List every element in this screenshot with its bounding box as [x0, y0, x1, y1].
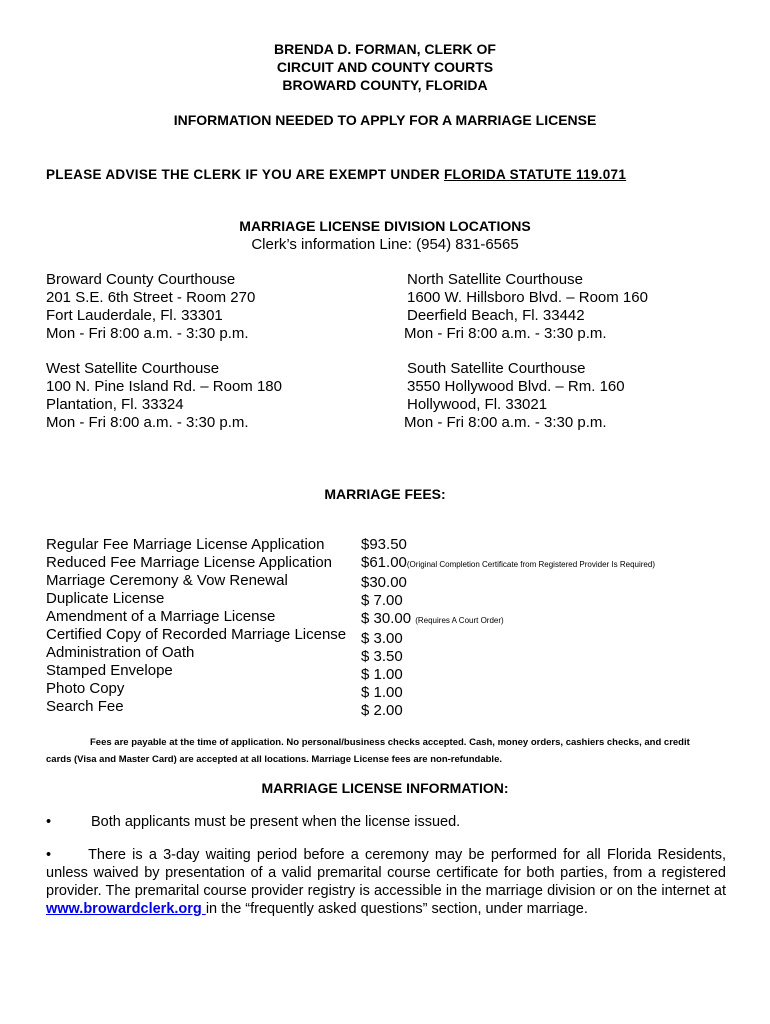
bullet-text-tail: in the “frequently asked questions” section, under marriage. — [205, 901, 588, 917]
fee-label: Marriage Ceremony & Vow Renewal — [46, 572, 288, 589]
location-hours: Mon - Fri 8:00 a.m. - 3:30 p.m. — [404, 325, 607, 342]
location-hours: Mon - Fri 8:00 a.m. - 3:30 p.m. — [46, 325, 249, 342]
info-bullet-2 — [46, 846, 726, 918]
fee-amount: $93.50 — [361, 536, 407, 553]
location-address: 1600 W. Hillsboro Blvd. – Room 160 — [407, 289, 648, 306]
fee-amounts — [361, 536, 655, 720]
fee-amount-row — [361, 574, 655, 592]
location-hours: Mon - Fri 8:00 a.m. - 3:30 p.m. — [46, 414, 249, 431]
fee-amount: $ 3.00 — [361, 630, 403, 647]
location-broward — [46, 271, 255, 343]
location-city: Fort Lauderdale, Fl. 33301 — [46, 307, 223, 324]
fee-amount-row — [361, 630, 655, 648]
fee-label: Photo Copy — [46, 680, 125, 697]
statute-reference: FLORIDA STATUTE 119.071 — [443, 167, 627, 182]
location-city: Plantation, Fl. 33324 — [46, 396, 184, 413]
fees-title: MARRIAGE FEES: — [324, 486, 446, 502]
header-line-2: CIRCUIT AND COUNTY COURTS — [276, 59, 494, 75]
location-address: 3550 Hollywood Blvd. – Rm. 160 — [407, 378, 625, 395]
location-city: Hollywood, Fl. 33021 — [407, 396, 548, 413]
location-name: Broward County Courthouse — [46, 271, 236, 288]
location-city: Deerfield Beach, Fl. 33442 — [407, 307, 585, 324]
location-address: 100 N. Pine Island Rd. – Room 180 — [46, 378, 282, 395]
location-name: North Satellite Courthouse — [407, 271, 583, 288]
locations-title: MARRIAGE LICENSE DIVISION LOCATIONS — [239, 218, 531, 234]
fee-label: Amendment of a Marriage License — [46, 608, 276, 625]
fee-amount: $ 3.50 — [361, 648, 403, 665]
fee-labels — [46, 536, 346, 716]
fee-amount-row — [361, 702, 655, 720]
bullet-text: There is a 3-day waiting period before a ceremony may be performed for all Florida Residents, unless waived by presentation of a valid premarital course certificate for both parties, from a registered provider. The premarital course provider registry is accessible in the marriage division or on the internet at — [46, 847, 726, 899]
fee-label: Certified Copy of Recorded Marriage License — [46, 626, 347, 643]
location-west — [46, 360, 282, 432]
fee-label: Duplicate License — [46, 590, 165, 607]
fee-amount: $30.00 — [361, 574, 407, 591]
fees-payment-note — [46, 734, 728, 768]
clerk-info-line: Clerk’s information Line: (954) 831-6565 — [251, 236, 519, 253]
fee-label: Search Fee — [46, 698, 124, 715]
header-line-3: BROWARD COUNTY, FLORIDA — [282, 77, 488, 93]
exempt-notice — [46, 167, 626, 182]
fee-note: (Requires A Court Order) — [415, 616, 504, 625]
location-hours: Mon - Fri 8:00 a.m. - 3:30 p.m. — [404, 414, 607, 431]
clerk-website-link[interactable]: www.browardclerk.org — [46, 901, 206, 917]
fee-amount: $61.00 — [361, 554, 407, 571]
exempt-text: PLEASE ADVISE THE CLERK IF YOU ARE EXEMPT UNDER — [46, 167, 444, 182]
bullet-text: Both applicants must be present when the license issued. — [91, 814, 461, 830]
fee-amount-row — [361, 666, 655, 684]
fees-note-line-1: Fees are payable at the time of application. No personal/business checks accepted. Cash, money orders, cashiers checks, and credit — [90, 737, 690, 748]
fee-amount-row — [361, 648, 655, 666]
fee-amount: $ 1.00 — [361, 666, 403, 683]
location-address: 201 S.E. 6th Street - Room 270 — [46, 289, 256, 306]
fee-amount: $ 2.00 — [361, 702, 403, 719]
location-south — [404, 360, 625, 432]
fee-note: (Original Completion Certificate from Registered Provider Is Required) — [406, 560, 655, 569]
location-name: South Satellite Courthouse — [407, 360, 586, 377]
fee-label: Regular Fee Marriage License Application — [46, 536, 325, 553]
bullet-marker: • — [46, 814, 52, 830]
header-line-1: BRENDA D. FORMAN, CLERK OF — [274, 41, 496, 57]
fee-label: Administration of Oath — [46, 644, 195, 661]
info-bullet-1 — [46, 813, 726, 831]
fee-amount-row — [361, 592, 655, 610]
fee-amount-row — [361, 554, 655, 574]
location-north — [404, 271, 648, 343]
fee-amount: $ 7.00 — [361, 592, 403, 609]
fee-amount-row — [361, 684, 655, 702]
fee-label: Stamped Envelope — [46, 662, 173, 679]
bullet-marker: • — [46, 847, 52, 863]
fee-amount: $ 1.00 — [361, 684, 403, 701]
fee-amount-row — [361, 610, 655, 630]
fee-amount-row — [361, 536, 655, 554]
fee-amount: $ 30.00 — [361, 610, 412, 627]
location-name: West Satellite Courthouse — [46, 360, 220, 377]
fees-note-line-2: cards (Visa and Master Card) are accepted at all locations. Marriage License fees are non-refundable. — [46, 754, 502, 765]
info-title: MARRIAGE LICENSE INFORMATION: — [261, 780, 509, 796]
fee-label: Reduced Fee Marriage License Application — [46, 554, 333, 571]
document-subtitle: INFORMATION NEEDED TO APPLY FOR A MARRIAGE LICENSE — [173, 112, 597, 128]
